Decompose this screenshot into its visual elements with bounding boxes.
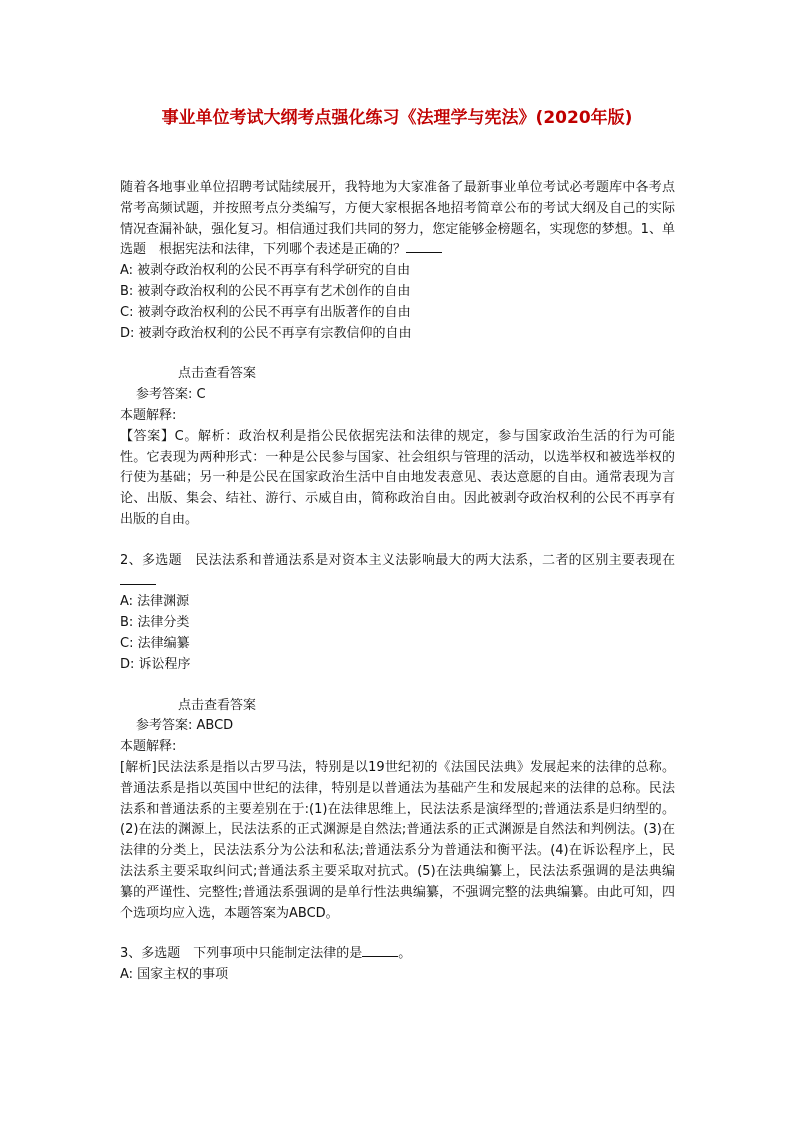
option-d: D: 被剥夺政治权利的公民不再享有宗教信仰的自由 [120, 325, 412, 341]
option-a: A: 国家主权的事项 [120, 967, 229, 983]
explanation-label: 本题解释: [120, 407, 177, 423]
answer-blank [406, 240, 442, 253]
question-3-options [120, 965, 675, 986]
intro-paragraph [120, 178, 675, 261]
reference-answer: 参考答案: C [136, 387, 206, 403]
question-2-stem [120, 551, 675, 593]
option-c: C: 被剥夺政治权利的公民不再享有出版著作的自由 [120, 304, 411, 320]
intro-text: 随着各地事业单位招聘考试陆续展开，我特地为大家准备了最新事业单位考试必考题库中各考点常考高频试题，并按照考点分类编写，方便大家根据各地招考简章公布的考试大纲及自己的实际情况查漏补缺，强化复习。相信通过我们共同的努力，您定能够金榜题名，实现您的梦想。1、单选题 根据宪法和法律，下列哪个表述是正确的？ [120, 180, 675, 258]
explanation-text: [解析]民法法系是指以古罗马法，特别是以19世纪初的《法国民法典》发展起来的法律的总称。普通法系是指以英国中世纪的法律，特别是以普通法为基础产生和发展起来的法律的总称。民法法系和普通法系的主要差别在于:(1)在法律思维上，民法法系是演绎型的;普通法系是归纳型的。(2)在法的渊源上，民法法系的正式渊源是自然法;普通法系的正式渊源是自然法和判例法。(3)在法律的分类上，民法法系分为公法和私法;普通法系分为普通法和衡平法。(4)在诉讼程序上，民法法系主要采取纠问式;普通法系主要采取对抗式。(5)在法典编纂上，民法法系强调的是法典编纂的严谨性、完整性;普通法系强调的是单行性法典编纂，不强调完整的法典编纂。由此可知，四个选项均应入选，本题答案为ABCD。 [120, 759, 675, 921]
question-stem-end: 。 [398, 946, 412, 962]
show-answer-link[interactable]: 点击查看答案 [178, 697, 257, 713]
question-3-stem [120, 944, 675, 965]
question-stem-text: 3、多选题 下列事项中只能制定法律的是 [120, 946, 363, 962]
explanation-label: 本题解释: [120, 739, 177, 755]
option-c: C: 法律编纂 [120, 635, 190, 651]
document-title: 事业单位考试大纲考点强化练习《法理学与宪法》(2020年版) [161, 108, 633, 128]
option-b: B: 被剥夺政治权利的公民不再享有艺术创作的自由 [120, 283, 411, 299]
question-2-options [120, 592, 675, 675]
option-b: B: 法律分类 [120, 615, 190, 631]
answer-blank [362, 944, 398, 957]
answer-blank [120, 572, 156, 585]
option-a: A: 法律渊源 [120, 594, 190, 610]
option-a: A: 被剥夺政治权利的公民不再享有科学研究的自由 [120, 263, 411, 279]
show-answer-link[interactable]: 点击查看答案 [178, 366, 257, 382]
document-body [120, 178, 675, 986]
reference-answer: 参考答案: ABCD [136, 718, 234, 734]
option-d: D: 诉讼程序 [120, 656, 191, 672]
question-1-options [120, 261, 675, 344]
question-stem-text: 2、多选题 民法法系和普通法系是对资本主义法影响最大的两大法系，二者的区别主要表现在 [120, 552, 675, 568]
explanation-text: 【答案】C。解析：政治权利是指公民依据宪法和法律的规定，参与国家政治生活的行为可能性。它表现为两种形式：一种是公民参与国家、社会组织与管理的活动，以选举权和被选举权的行使为基础；另一种是公民在国家政治生活中自由地发表意见、表达意愿的自由。通常表现为言论、出版、集会、结社、游行、示威自由，简称政治自由。因此被剥夺政治权利的公民不再享有出版的自由。 [120, 428, 675, 527]
